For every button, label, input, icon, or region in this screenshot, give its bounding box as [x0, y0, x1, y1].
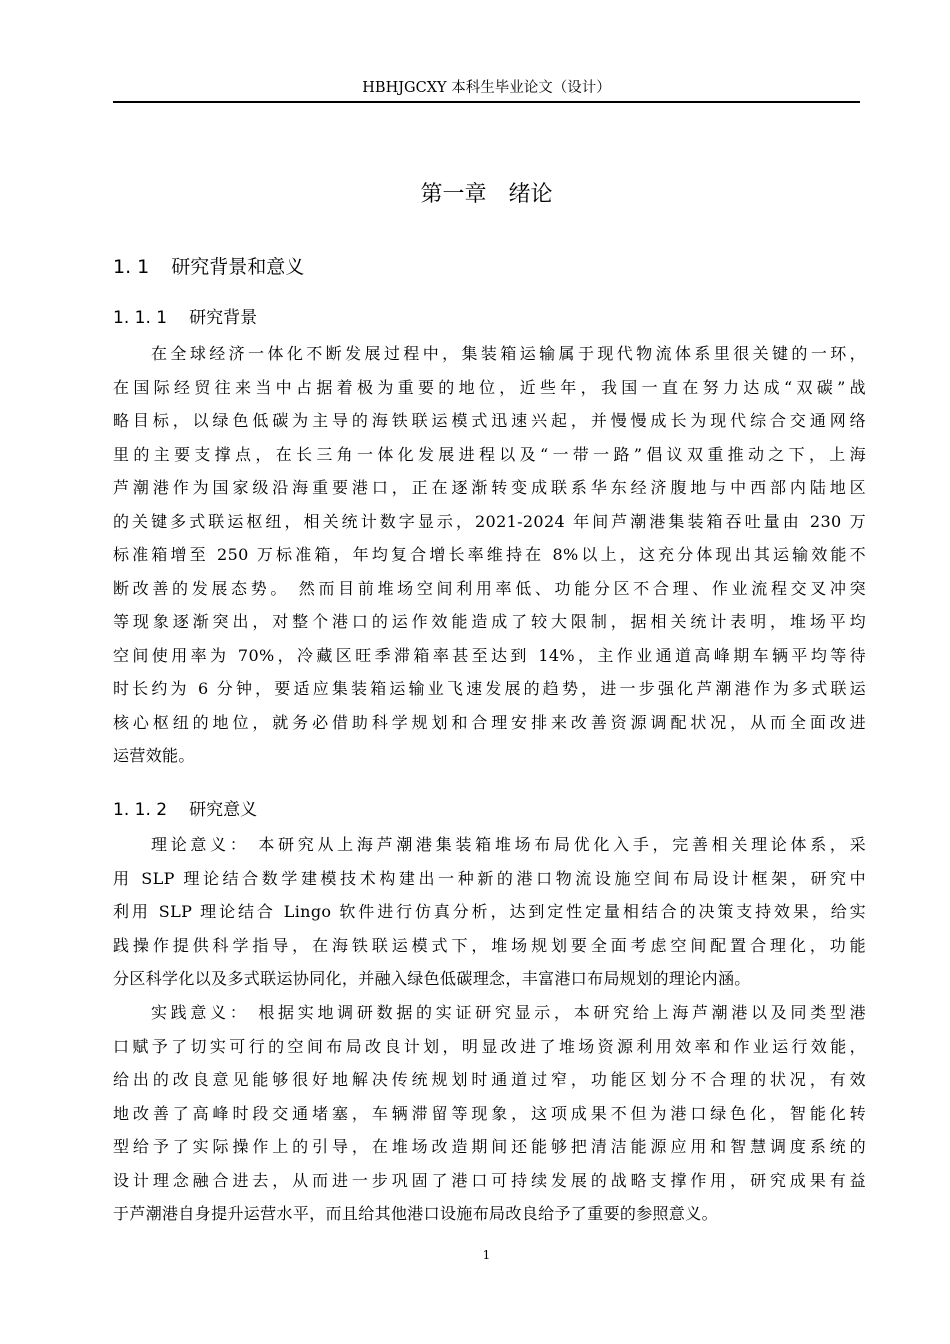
section-number: 1. 1 [113, 256, 150, 278]
paragraph-line: 空间使用率为 70%，冷藏区旺季滞箱率甚至达到 14%，主作业通道高峰期车辆平均等待 [113, 645, 866, 665]
paragraph-line: 给出的改良意见能够很好地解决传统规划时通道过窄，功能区划分不合理的状况，有效 [113, 1070, 866, 1089]
paragraph-line: 理论意义： 本研究从上海芦潮港集装箱堆场布局优化入手，完善相关理论体系，采 [151, 835, 866, 854]
paragraph-line: 断改善的发展态势。 然而目前堆场空间利用率低、功能分区不合理、作业流程交叉冲突 [113, 578, 866, 598]
paragraph-line: 运营效能。 [113, 746, 195, 765]
page-number: 1 [482, 1248, 491, 1262]
paragraph-line: 在全球经济一体化不断发展过程中，集装箱运输属于现代物流体系里很关键的一环， [151, 344, 866, 363]
subsection-title: 研究背景 [189, 308, 258, 328]
paragraph-line: 的关键多式联运枢纽，相关统计数字显示，2021-2024 年间芦潮港集装箱吞吐量由 230 万 [113, 511, 866, 531]
paragraph-line: 利用 SLP 理论结合 Lingo 软件进行仿真分析，达到定性定量相结合的决策支持效果，给实 [113, 902, 866, 921]
paragraph-line: 分区科学化以及多式联运协同化，并融入绿色低碳理念，丰富港口布局规划的理论内涵。 [113, 969, 751, 988]
paragraph-line: 里的主要支撑点，在长三角一体化发展进程以及“一带一路”倡议双重推动之下，上海 [113, 444, 866, 464]
subsection-heading-1-1-2 [113, 797, 257, 823]
paragraph-line: 核心枢纽的地位，就务必借助科学规划和合理安排来改善资源调配状况，从而全面改进 [113, 712, 866, 732]
paragraph-line: 型给予了实际操作上的引导，在堆场改造期间还能够把清洁能源应用和智慧调度系统的 [113, 1137, 866, 1156]
paragraph-line: 芦潮港作为国家级沿海重要港口，正在逐渐转变成联系华东经济腹地与中西部内陆地区 [113, 478, 866, 497]
paragraph-line: 时长约为 6 分钟，要适应集装箱运输业飞速发展的趋势，进一步强化芦潮港作为多式联运 [113, 679, 866, 698]
theoretical-significance-paragraph [113, 828, 866, 996]
subsection-heading-1-1-1 [113, 305, 257, 331]
paragraph-line: 践操作提供科学指导，在海铁联运模式下，堆场规划要全面考虑空间配置合理化，功能 [113, 935, 866, 955]
paragraph-line: 地改善了高峰时段交通堵塞，车辆滞留等现象，这项成果不但为港口绿色化，智能化转 [113, 1103, 866, 1123]
subsection-number: 1. 1. 2 [113, 800, 168, 820]
subsection-title: 研究意义 [189, 800, 258, 820]
paragraph-line: 等现象逐渐突出，对整个港口的运作效能造成了较大限制，据相关统计表明，堆场平均 [113, 612, 866, 631]
chapter-title: 第一章 绪论 [420, 182, 553, 207]
subsection-number: 1. 1. 1 [113, 308, 168, 328]
paragraph-line: 标准箱增至 250 万标准箱，年均复合增长率维持在 8%以上，这充分体现出其运输效能不 [113, 545, 866, 564]
paragraph-line: 略目标，以绿色低碳为主导的海铁联运模式迅速兴起，并慢慢成长为现代综合交通网络 [113, 411, 866, 430]
paragraph-line: 实践意义： 根据实地调研数据的实证研究显示，本研究给上海芦潮港以及同类型港 [151, 1003, 866, 1022]
paragraph-line: 设计理念融合进去，从而进一步巩固了港口可持续发展的战略支撑作用，研究成果有益 [113, 1170, 866, 1190]
header-rule [113, 101, 860, 103]
section-title: 研究背景和意义 [171, 256, 305, 278]
research-background-paragraph [113, 337, 866, 773]
page-header: HBHJGCXY 本科生毕业论文（设计） [362, 80, 611, 96]
practical-significance-paragraph [113, 996, 866, 1231]
paragraph-line: 在国际经贸往来当中占据着极为重要的地位，近些年，我国一直在努力达成“双碳”战 [113, 377, 866, 397]
paragraph-line: 口赋予了切实可行的空间布局改良计划，明显改进了堆场资源利用效率和作业运行效能， [113, 1036, 866, 1056]
section-heading-1-1 [113, 253, 304, 281]
paragraph-line: 用 SLP 理论结合数学建模技术构建出一种新的港口物流设施空间布局设计框架，研究中 [113, 868, 866, 888]
paragraph-line: 于芦潮港自身提升运营水平，而且给其他港口设施布局改良给予了重要的参照意义。 [113, 1204, 718, 1223]
